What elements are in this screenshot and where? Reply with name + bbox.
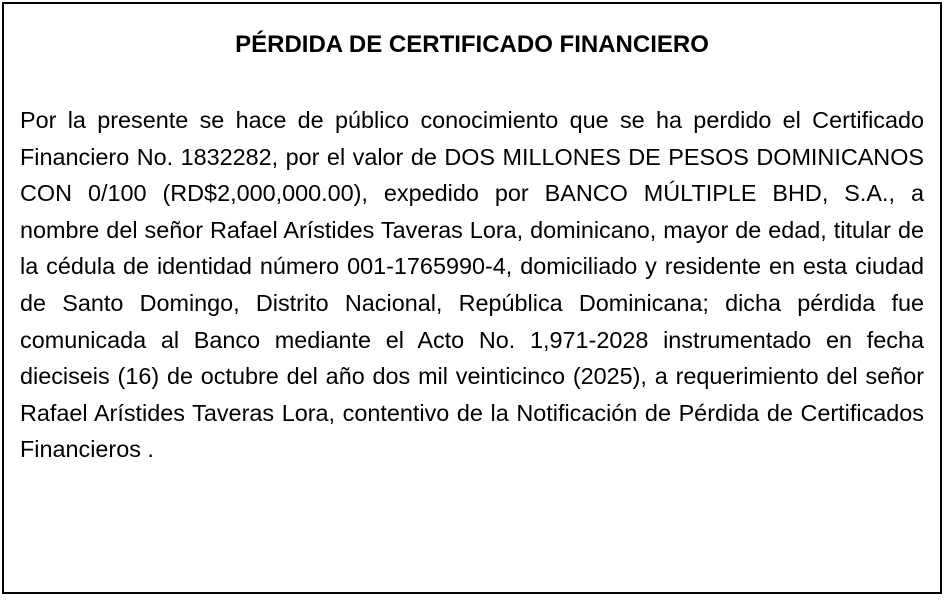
- notice-title: PÉRDIDA DE CERTIFICADO FINANCIERO: [235, 31, 709, 58]
- notice-body: Por la presente se hace de público conocimiento que se ha perdido el Certificado Financiero No. 1832282, por el valor de DOS MILLONES DE PESOS DOMINICANOS CON 0/100 (RD$2,000,000.00), expedido por BANCO MÚLTIPLE BHD, S.A., a nombre del señor Rafael Arístides Taveras Lora, dominicano, mayor de edad, titular de la cédula de identidad número 001-1765990-4, domiciliado y residente en esta ciudad de Santo Domingo, Distrito Nacional, República Dominicana; dicha pérdida fue comunicada al Banco mediante el Acto No. 1,971-2028 instrumentado en fecha dieciseis (16) de octubre del año dos mil veinticinco (2025), a requerimiento del señor Rafael Arístides Taveras Lora, contentivo de la Notificación de Pérdida de Certificados Financieros .: [20, 107, 924, 463]
- notice-box: [2, 2, 942, 594]
